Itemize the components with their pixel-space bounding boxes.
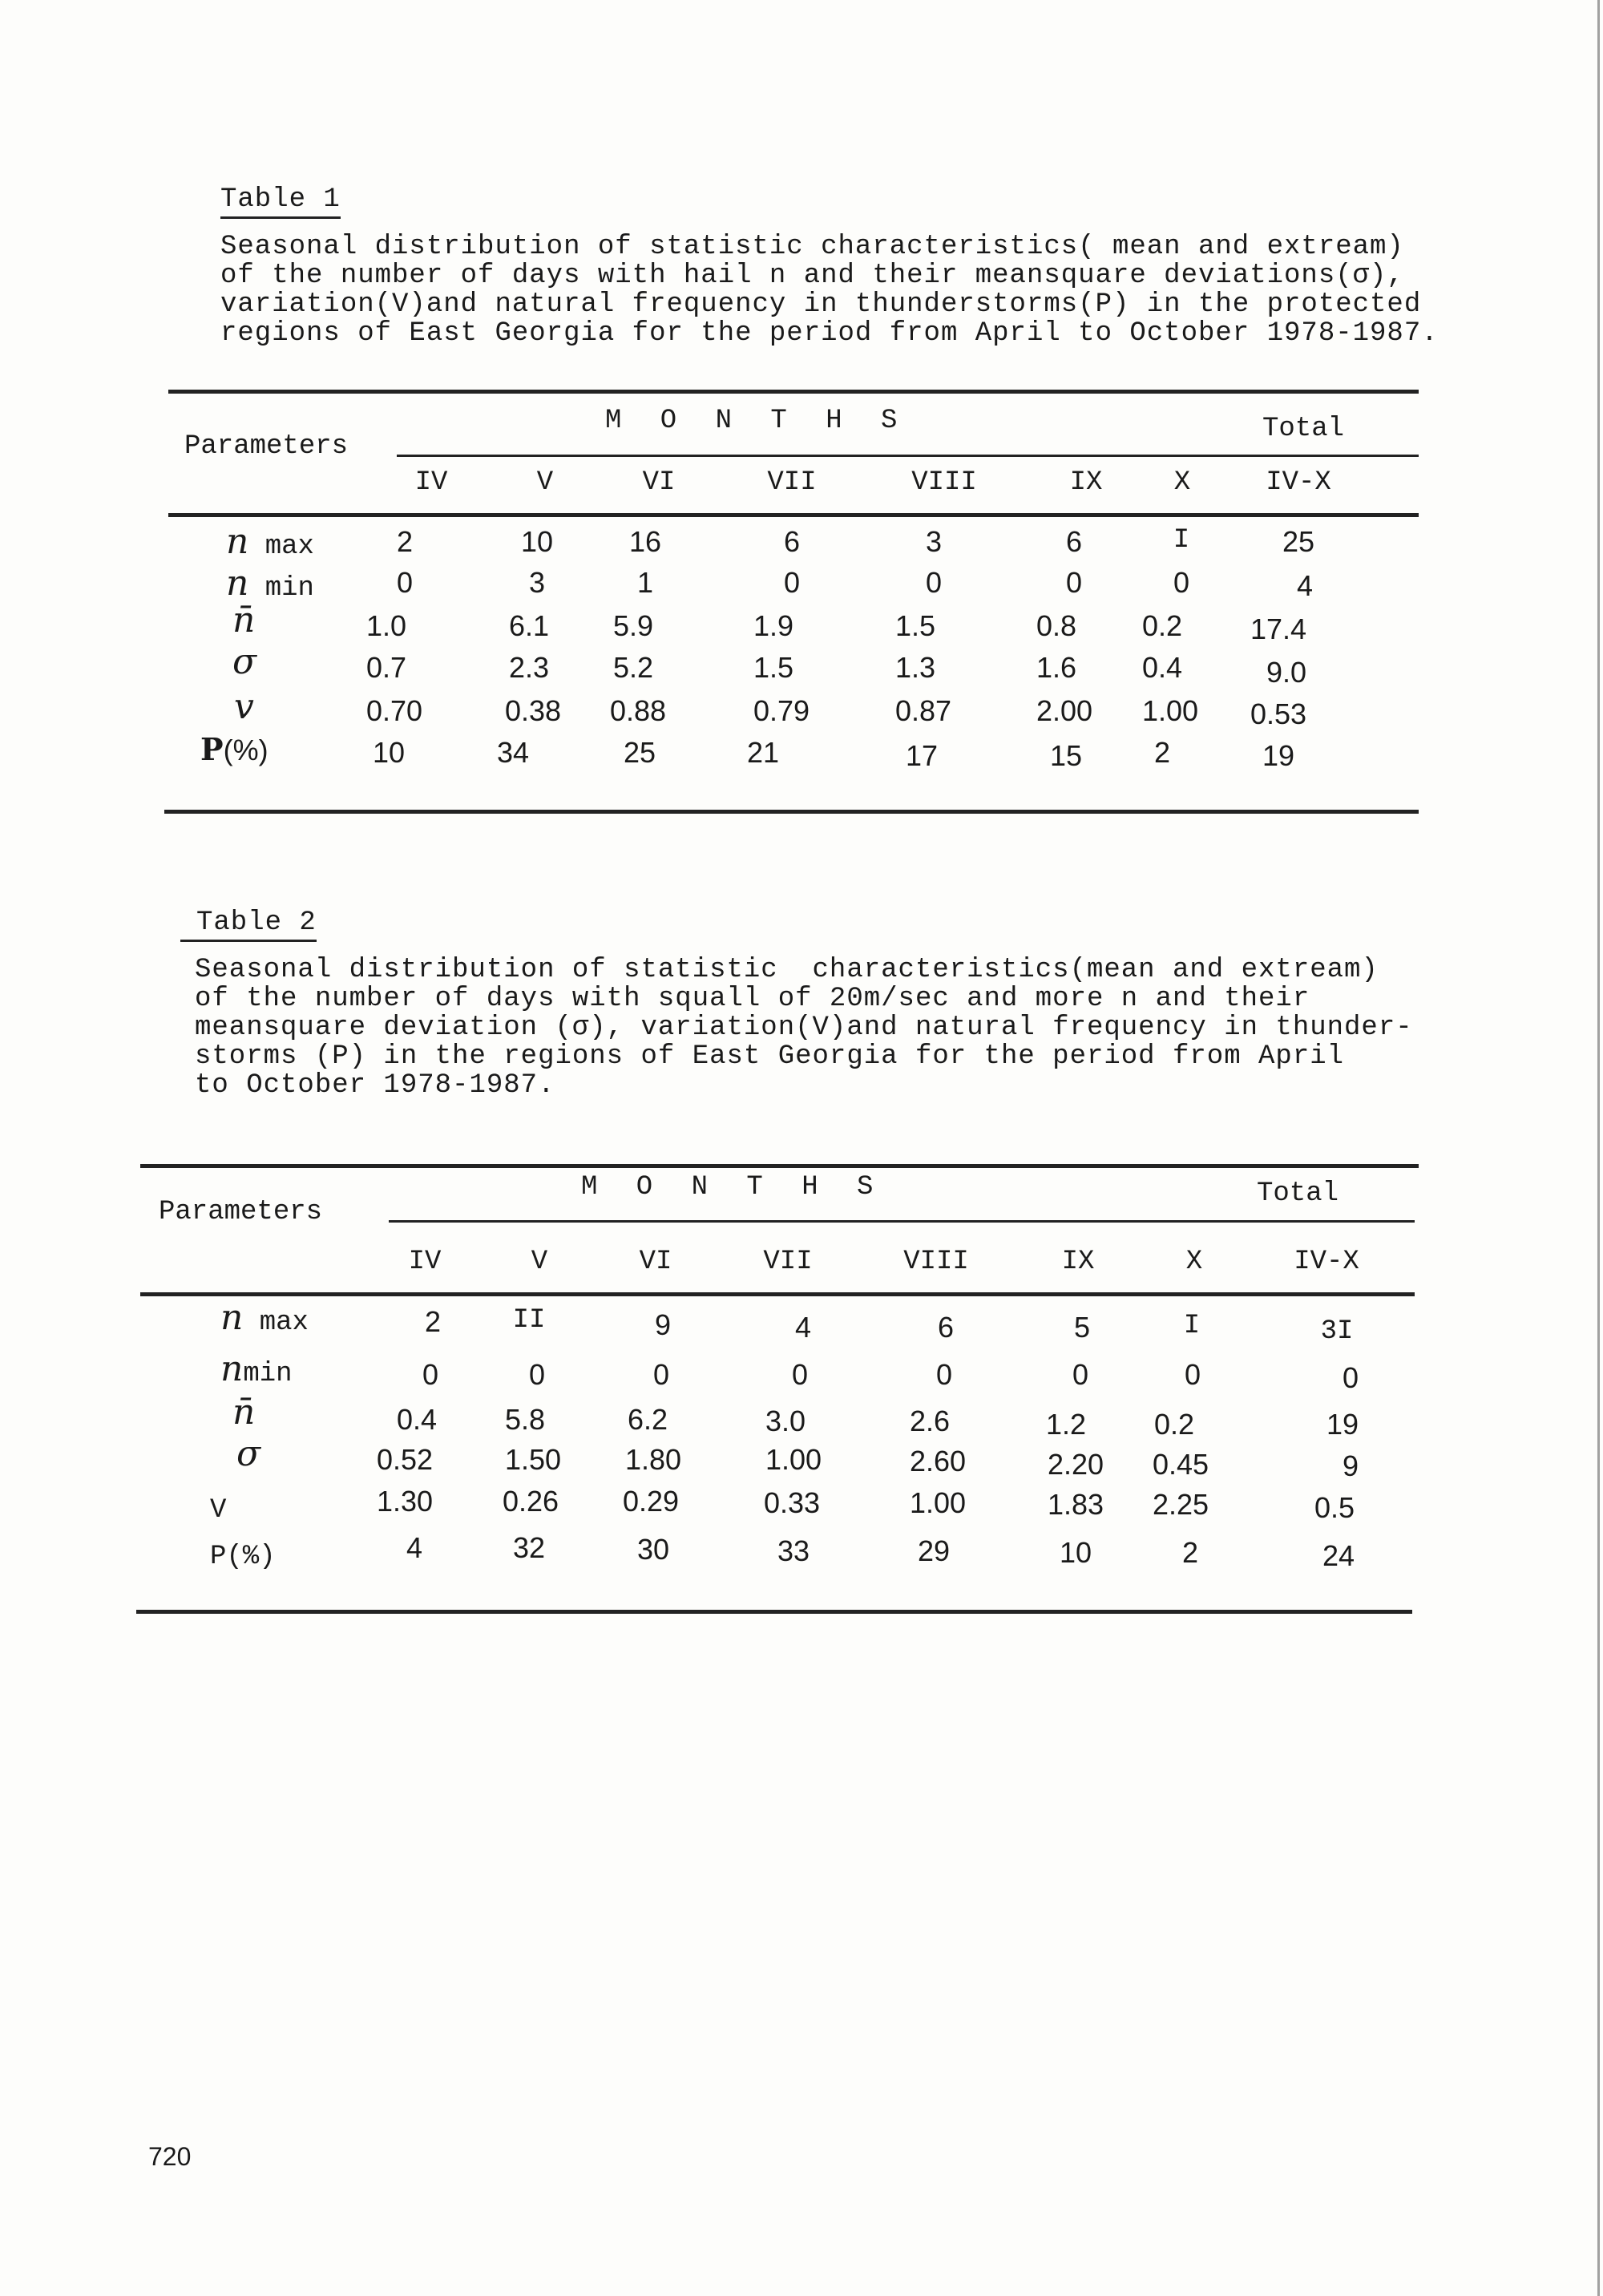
column-header: V bbox=[531, 1247, 548, 1277]
row-label bbox=[220, 1348, 293, 1389]
cell: 0.8 bbox=[1036, 609, 1077, 642]
cell: 0.4 bbox=[1141, 651, 1183, 684]
cell: 0.33 bbox=[763, 1486, 821, 1519]
cell: 0.7 bbox=[365, 651, 407, 684]
parameters-header: Parameters bbox=[184, 431, 349, 462]
page-number: 720 bbox=[148, 2142, 192, 2171]
cell: 2.25 bbox=[1152, 1488, 1209, 1521]
column-header: IV bbox=[414, 467, 448, 498]
cell: 0 bbox=[1065, 566, 1083, 599]
cell: 9 bbox=[1342, 1449, 1359, 1482]
cell: 29 bbox=[917, 1534, 951, 1567]
cell: 6.1 bbox=[508, 609, 550, 642]
cell: 1.00 bbox=[765, 1443, 822, 1476]
column-header: VII bbox=[767, 467, 817, 498]
cell: 10 bbox=[520, 525, 554, 558]
months-header: M O N T H S bbox=[605, 406, 909, 436]
cell: 0 bbox=[1342, 1361, 1359, 1394]
row-label bbox=[232, 641, 256, 682]
cell: 5.9 bbox=[612, 609, 654, 642]
cell: 5.2 bbox=[612, 651, 654, 684]
cell: 0 bbox=[396, 566, 414, 599]
cell: 0.70 bbox=[365, 694, 423, 727]
cell: 4 bbox=[1296, 569, 1314, 602]
cell: 0 bbox=[652, 1358, 670, 1391]
cell: 0.87 bbox=[894, 694, 952, 727]
caption-line: storms (P) in the regions of East Georgia for the period from April bbox=[195, 1041, 1345, 1072]
total-header: Total bbox=[1257, 1178, 1339, 1209]
cell: 2 bbox=[1181, 1536, 1199, 1569]
table-2-bottom-rule bbox=[136, 1610, 1412, 1614]
cell: 1.0 bbox=[365, 609, 407, 642]
n-symbol: n bbox=[220, 1348, 244, 1389]
cell: I bbox=[1173, 525, 1190, 556]
cell: 4 bbox=[406, 1531, 423, 1564]
cell: 6 bbox=[937, 1311, 955, 1344]
table-2-header-rule bbox=[389, 1220, 1415, 1223]
cell: 5.8 bbox=[504, 1403, 546, 1436]
caption-line: of the number of days with squall of 20m/sec and more n and their bbox=[195, 984, 1310, 1014]
cell: 0 bbox=[783, 566, 801, 599]
cell: 3 bbox=[528, 566, 546, 599]
cell: 0 bbox=[1173, 566, 1190, 599]
cell: 2 bbox=[396, 525, 414, 558]
cell: 16 bbox=[628, 525, 662, 558]
row-label bbox=[234, 686, 254, 727]
row-label bbox=[236, 1433, 260, 1474]
row-label-text: V bbox=[210, 1495, 227, 1526]
cell: 0.38 bbox=[504, 694, 562, 727]
caption-line: to October 1978-1987. bbox=[195, 1070, 555, 1101]
cell: 4 bbox=[794, 1311, 812, 1344]
cell: 0 bbox=[791, 1358, 809, 1391]
months-header: M O N T H S bbox=[581, 1172, 885, 1203]
column-header: VI bbox=[642, 467, 676, 498]
cell: 30 bbox=[636, 1533, 670, 1566]
cell: 0.45 bbox=[1152, 1448, 1209, 1481]
row-label bbox=[210, 1485, 226, 1526]
cell: 1 bbox=[636, 566, 654, 599]
cell: II bbox=[512, 1305, 546, 1336]
cell: 0.29 bbox=[622, 1485, 680, 1518]
cell: 1.2 bbox=[1045, 1408, 1087, 1441]
n-symbol: n bbox=[226, 563, 249, 604]
cell: 1.00 bbox=[909, 1486, 967, 1519]
column-header: X bbox=[1185, 1247, 1203, 1277]
row-label bbox=[226, 563, 314, 604]
n-bar-symbol: n̄ bbox=[232, 600, 256, 641]
cell: I bbox=[1183, 1311, 1201, 1341]
row-label bbox=[232, 1392, 255, 1433]
cell: 2.3 bbox=[508, 651, 550, 684]
column-header: X bbox=[1173, 467, 1191, 498]
column-header: VII bbox=[763, 1247, 813, 1277]
cell: 5 bbox=[1073, 1311, 1091, 1344]
cell: 10 bbox=[372, 736, 406, 769]
column-header: VIII bbox=[911, 467, 977, 498]
n-symbol: n bbox=[226, 521, 249, 562]
caption-line: Seasonal distribution of statistic characteristics( mean and extream) bbox=[220, 232, 1404, 262]
cell: 0 bbox=[1184, 1358, 1201, 1391]
cell: 0 bbox=[1072, 1358, 1089, 1391]
v-symbol: v bbox=[234, 686, 254, 727]
column-header: IV bbox=[408, 1247, 442, 1277]
cell: 0.52 bbox=[376, 1443, 434, 1476]
page-edge bbox=[1597, 0, 1600, 2296]
cell: 0.4 bbox=[396, 1403, 438, 1436]
parameters-header: Parameters bbox=[159, 1197, 323, 1227]
cell: 0.53 bbox=[1250, 697, 1307, 730]
cell: 19 bbox=[1326, 1408, 1359, 1441]
table-1-bottom-rule bbox=[164, 810, 1419, 814]
row-label-text: min bbox=[248, 573, 314, 604]
cell: 17 bbox=[905, 739, 939, 772]
row-label bbox=[232, 600, 255, 641]
column-header: IV-X bbox=[1266, 467, 1331, 498]
caption-line: meansquare deviation (σ), variation(V)and natural frequency in thunder- bbox=[195, 1013, 1413, 1043]
row-label-text: max bbox=[243, 1308, 309, 1338]
cell: 21 bbox=[746, 736, 780, 769]
n-symbol: n bbox=[220, 1297, 244, 1338]
cell: 0 bbox=[935, 1358, 953, 1391]
cell: 3I bbox=[1320, 1316, 1354, 1347]
cell: 9.0 bbox=[1266, 656, 1307, 689]
sigma-symbol: σ bbox=[232, 641, 257, 682]
n-bar-symbol: n̄ bbox=[232, 1392, 256, 1433]
p-symbol: P bbox=[200, 731, 224, 767]
column-header: VIII bbox=[903, 1247, 969, 1277]
row-label bbox=[210, 1531, 276, 1572]
cell: 0 bbox=[422, 1358, 439, 1391]
column-header: IX bbox=[1061, 1247, 1095, 1277]
cell: 6 bbox=[1065, 525, 1083, 558]
cell: 15 bbox=[1049, 739, 1083, 772]
caption-line: regions of East Georgia for the period from April to October 1978-1987. bbox=[220, 318, 1439, 349]
cell: 1.5 bbox=[753, 651, 794, 684]
cell: 24 bbox=[1322, 1539, 1355, 1572]
table-1-header-rule bbox=[397, 455, 1419, 457]
caption-line: variation(V)and natural frequency in thunderstorms(P) in the protected bbox=[220, 289, 1422, 320]
column-header: IX bbox=[1069, 467, 1103, 498]
cell: 0 bbox=[528, 1358, 546, 1391]
cell: 2.6 bbox=[909, 1405, 951, 1437]
cell: 19 bbox=[1262, 739, 1295, 772]
sigma-symbol: σ bbox=[236, 1433, 261, 1474]
cell: 0.88 bbox=[609, 694, 667, 727]
column-header: VI bbox=[639, 1247, 672, 1277]
table-1-top-rule bbox=[168, 390, 1419, 394]
cell: 1.83 bbox=[1047, 1488, 1104, 1521]
table-2-caption bbox=[195, 956, 1413, 1100]
cell: 9 bbox=[654, 1308, 672, 1341]
row-label-text: (%) bbox=[223, 734, 269, 766]
cell: 10 bbox=[1059, 1536, 1092, 1569]
cell: 0.2 bbox=[1141, 609, 1183, 642]
table-1-caption bbox=[220, 232, 1439, 348]
cell: 2.20 bbox=[1047, 1448, 1104, 1481]
total-header: Total bbox=[1262, 414, 1345, 444]
cell: 1.3 bbox=[894, 651, 936, 684]
cell: 34 bbox=[496, 736, 530, 769]
cell: 0.26 bbox=[502, 1485, 559, 1518]
row-label bbox=[220, 1297, 309, 1338]
cell: 3.0 bbox=[765, 1405, 806, 1437]
cell: 0.5 bbox=[1314, 1491, 1355, 1524]
cell: 6 bbox=[783, 525, 801, 558]
table-2-body-rule bbox=[140, 1292, 1415, 1296]
cell: 25 bbox=[623, 736, 656, 769]
caption-line: of the number of days with hail n and their meansquare deviations(σ), bbox=[220, 261, 1404, 291]
row-label-text: P(%) bbox=[210, 1542, 276, 1572]
cell: 2 bbox=[424, 1305, 442, 1338]
cell: 1.80 bbox=[624, 1443, 682, 1476]
cell: 1.00 bbox=[1141, 694, 1199, 727]
table-1-body-rule bbox=[168, 513, 1419, 517]
row-label-text: max bbox=[248, 532, 314, 562]
cell: 1.50 bbox=[504, 1443, 562, 1476]
cell: 0 bbox=[925, 566, 943, 599]
table-2-top-rule bbox=[140, 1164, 1419, 1168]
table-1-label: Table 1 bbox=[220, 184, 341, 219]
cell: 17.4 bbox=[1250, 612, 1307, 645]
cell: 2.60 bbox=[909, 1445, 967, 1477]
cell: 25 bbox=[1282, 525, 1315, 558]
cell: 1.30 bbox=[376, 1485, 434, 1518]
cell: 1.6 bbox=[1036, 651, 1077, 684]
cell: 2.00 bbox=[1036, 694, 1093, 727]
column-header: V bbox=[536, 467, 554, 498]
cell: 1.5 bbox=[894, 609, 936, 642]
cell: 33 bbox=[777, 1534, 810, 1567]
row-label bbox=[200, 731, 269, 769]
cell: 2 bbox=[1153, 736, 1171, 769]
column-header: IV-X bbox=[1294, 1247, 1359, 1277]
row-label-text: min bbox=[243, 1359, 293, 1389]
caption-line: Seasonal distribution of statistic characteristics(mean and extream) bbox=[195, 955, 1379, 985]
cell: 1.9 bbox=[753, 609, 794, 642]
cell: 0.2 bbox=[1153, 1408, 1195, 1441]
cell: 0.79 bbox=[753, 694, 810, 727]
row-label bbox=[226, 521, 314, 562]
cell: 32 bbox=[512, 1531, 546, 1564]
cell: 6.2 bbox=[627, 1403, 668, 1436]
cell: 3 bbox=[925, 525, 943, 558]
table-2-label: Table 2 bbox=[180, 907, 317, 942]
